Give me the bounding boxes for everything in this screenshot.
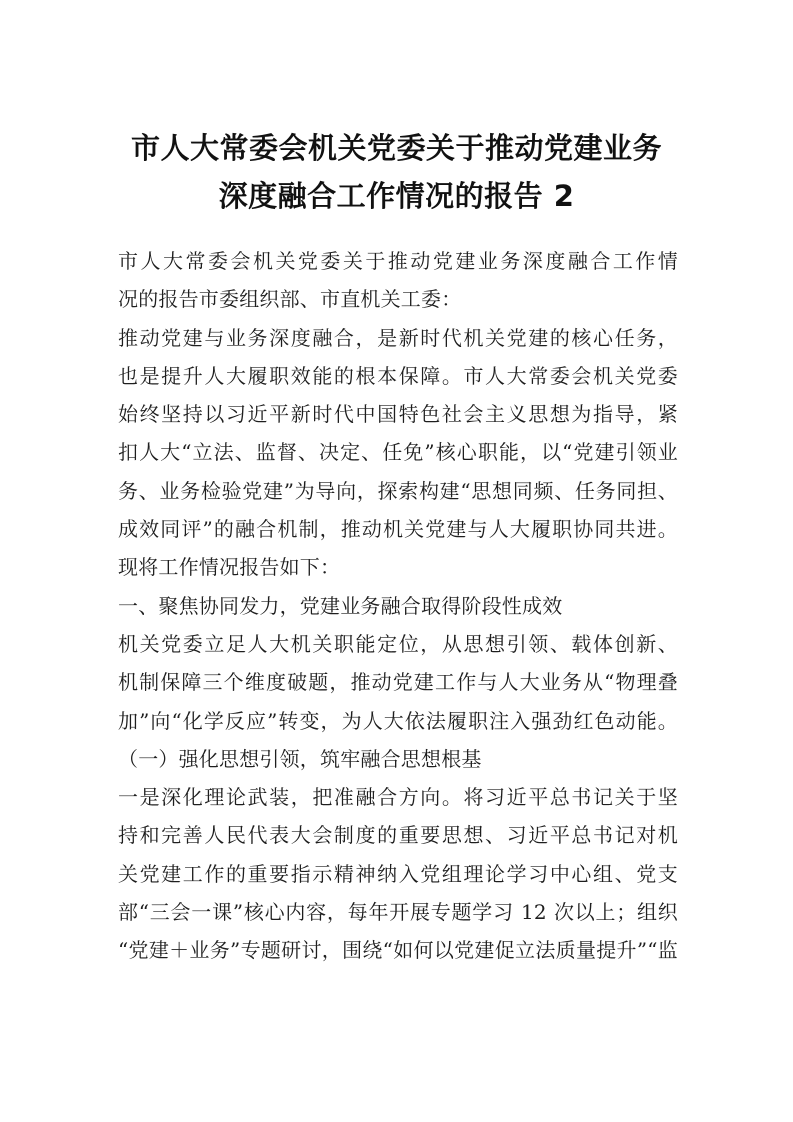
- subsection-heading: （一）强化思想引领，筑牢融合思想根基: [118, 746, 482, 771]
- body-line: 推动党建与业务深度融合，是新时代机关党建的核心任务，: [118, 325, 678, 350]
- body-line: 务、业务检验党建”为导向，探索构建“思想同频、任务同担、: [118, 478, 678, 503]
- body-line: 机制保障三个维度破题，推动党建工作与人大业务从“物理叠: [118, 670, 678, 695]
- body-line: 市人大常委会机关党委关于推动党建业务深度融合工作情: [118, 249, 678, 273]
- body-line: 况的报告市委组织部、市直机关工委：: [118, 287, 462, 312]
- body-line: 部“三会一课”核心内容，每年开展专题学习 12 次以上；组织: [118, 900, 678, 925]
- body-line: 现将工作情况报告如下：: [118, 555, 341, 580]
- body-line: 一是深化理论武装，把准融合方向。将习近平总书记关于坚: [118, 785, 678, 810]
- document-body: [118, 242, 678, 970]
- document-title-line-2: 深度融合工作情况的报告 2: [218, 179, 575, 213]
- body-line: 关党建工作的重要指示精神纳入党组理论学习中心组、党支: [118, 861, 678, 886]
- body-line: 也是提升人大履职效能的根本保障。市人大常委会机关党委: [118, 363, 678, 388]
- body-line: 持和完善人民代表大会制度的重要思想、习近平总书记对机: [118, 823, 678, 848]
- body-line: 始终坚持以习近平新时代中国特色社会主义思想为指导，紧: [118, 402, 678, 427]
- body-line: 扣人大“立法、监督、决定、任免”核心职能，以“党建引领业: [118, 440, 678, 465]
- document-title-line-1: 市人大常委会机关党委关于推动党建业务: [130, 131, 662, 165]
- body-line: “党建＋业务”专题研讨，围绕“如何以党建促立法质量提升”“监: [118, 938, 678, 963]
- body-line: 机关党委立足人大机关职能定位，从思想引领、载体创新、: [118, 631, 678, 656]
- body-line: 成效同评”的融合机制，推动机关党建与人大履职协同共进。: [118, 517, 678, 542]
- body-line: 加”向“化学反应”转变，为人大依法履职注入强劲红色动能。: [118, 708, 678, 733]
- section-heading: 一、聚焦协同发力，党建业务融合取得阶段性成效: [118, 593, 563, 618]
